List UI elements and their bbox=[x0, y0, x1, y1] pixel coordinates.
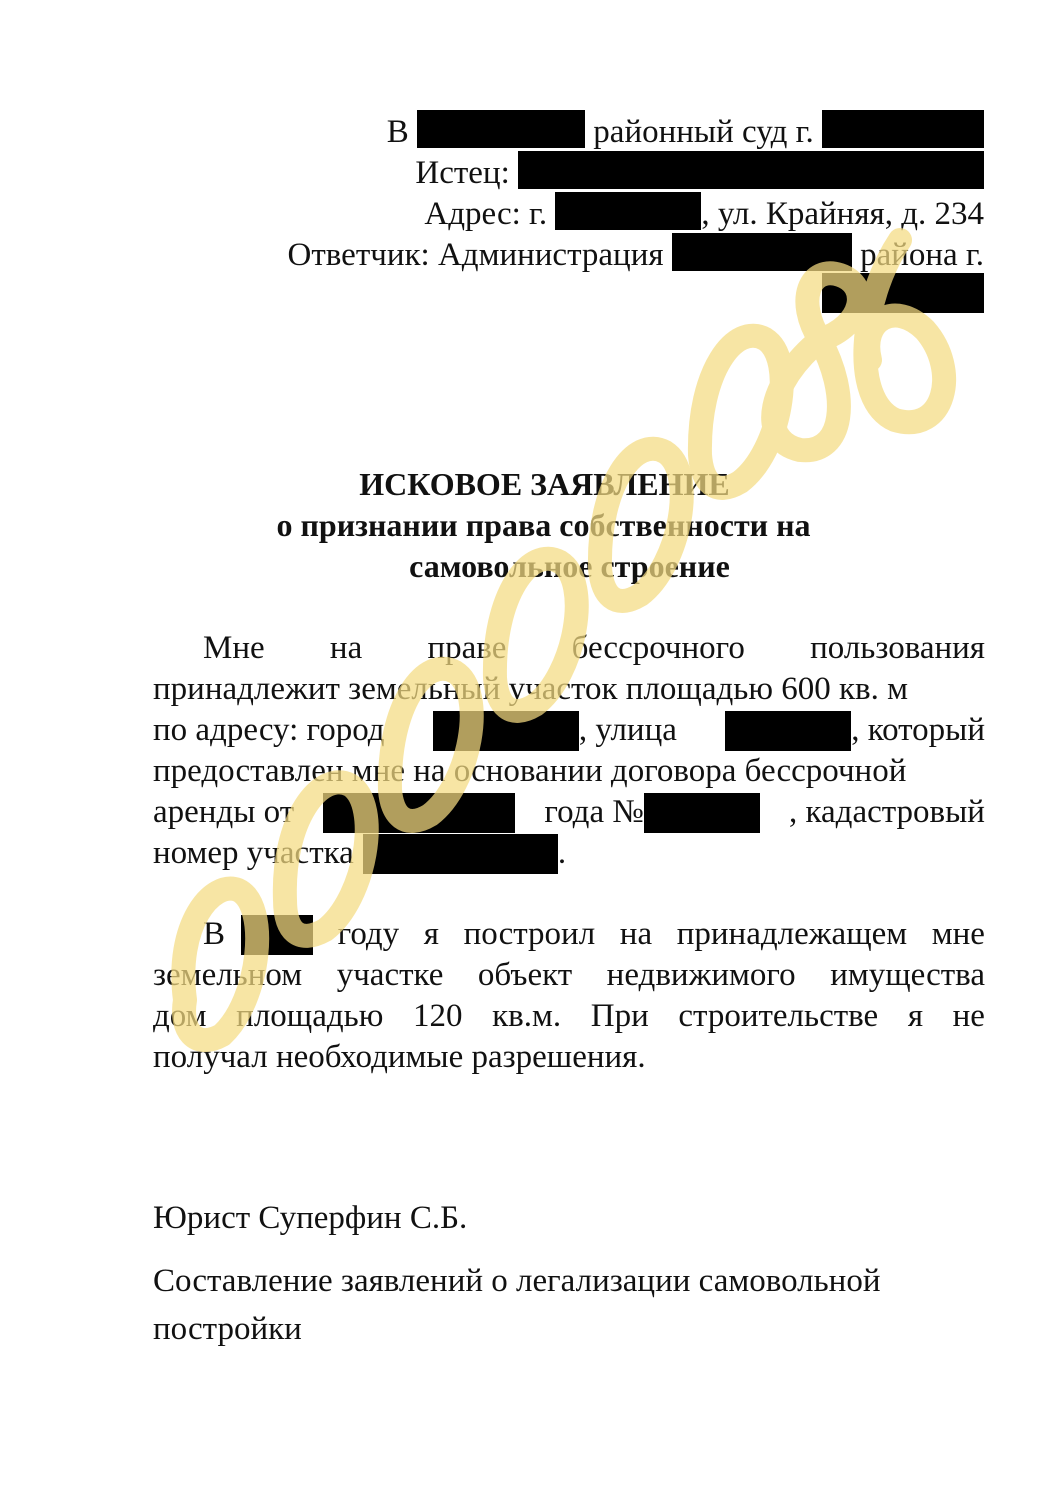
word: на bbox=[329, 630, 363, 666]
word: площадью bbox=[236, 998, 384, 1034]
word: я bbox=[423, 916, 439, 952]
word: 120 bbox=[412, 998, 463, 1034]
word: принадлежащем bbox=[676, 916, 908, 952]
paragraph-line bbox=[153, 914, 985, 955]
signature-name: Юрист Суперфин С.Б. bbox=[153, 1200, 468, 1236]
address-label: Адрес: г. bbox=[424, 196, 548, 232]
line-text: номер участка bbox=[153, 835, 354, 871]
word: имущества bbox=[830, 957, 985, 993]
word: дом bbox=[153, 998, 207, 1034]
word: году bbox=[337, 916, 400, 952]
redaction bbox=[672, 233, 852, 271]
court-prefix: В bbox=[386, 114, 409, 150]
line-text: , улица bbox=[578, 712, 677, 748]
header-defendant-line bbox=[288, 233, 984, 276]
header-plaintiff-line bbox=[415, 151, 984, 194]
redaction bbox=[555, 192, 701, 230]
paragraph-2 bbox=[153, 914, 985, 1078]
redaction bbox=[323, 793, 515, 833]
word: построил bbox=[463, 916, 596, 952]
header-city-line bbox=[822, 273, 984, 318]
line-text: , который bbox=[851, 712, 985, 748]
redaction bbox=[363, 834, 558, 874]
paragraph-line bbox=[153, 1037, 985, 1078]
paragraph-line bbox=[153, 996, 985, 1037]
document-title: ИСКОВОЕ ЗАЯВЛЕНИЕ bbox=[359, 466, 730, 502]
court-text: районный суд г. bbox=[593, 114, 814, 150]
plaintiff-label: Истец: bbox=[415, 155, 510, 191]
paragraph-line bbox=[153, 955, 985, 996]
line-text: . bbox=[557, 835, 567, 871]
signature-description-line1: Составление заявлений о легализации самовольной bbox=[153, 1263, 881, 1299]
redaction bbox=[433, 711, 579, 751]
word: на bbox=[619, 916, 653, 952]
paragraph-line bbox=[153, 628, 985, 669]
line-text: аренды от bbox=[153, 794, 295, 830]
redaction bbox=[725, 711, 851, 751]
redaction bbox=[822, 273, 984, 313]
paragraph-1 bbox=[153, 628, 985, 874]
line-text: получал необходимые разрешения. bbox=[153, 1039, 646, 1075]
word: пользования bbox=[810, 630, 985, 666]
word: В bbox=[203, 916, 226, 952]
word: Мне bbox=[203, 630, 265, 666]
paragraph-line bbox=[153, 751, 985, 792]
paragraph-line bbox=[153, 669, 985, 710]
redaction bbox=[241, 915, 313, 955]
word: мне bbox=[931, 916, 985, 952]
word: бессрочного bbox=[571, 630, 745, 666]
redaction bbox=[518, 151, 984, 189]
line-text: года № bbox=[544, 794, 644, 830]
redaction bbox=[417, 110, 585, 148]
line-text: , кадастровый bbox=[788, 794, 985, 830]
paragraph-line bbox=[153, 792, 985, 833]
signature-description-line2: постройки bbox=[153, 1311, 302, 1347]
defendant-suffix: района г. bbox=[860, 237, 984, 273]
line-text: принадлежит земельный участок площадью 600 кв. м bbox=[153, 671, 908, 707]
word: При bbox=[590, 998, 649, 1034]
document-subtitle-line1: о признании права собственности на bbox=[276, 507, 811, 543]
word: я bbox=[907, 998, 923, 1034]
header-court-line bbox=[387, 110, 984, 153]
paragraph-line bbox=[153, 833, 985, 874]
header-address-line bbox=[424, 192, 984, 235]
word: праве bbox=[427, 630, 507, 666]
document-subtitle-line2: самовольное строение bbox=[409, 548, 730, 584]
word: строительстве bbox=[678, 998, 879, 1034]
line-text: предоставлен мне на основании договора бессрочной bbox=[153, 753, 907, 789]
word: объект bbox=[477, 957, 573, 993]
word: земельном bbox=[153, 957, 303, 993]
line-text: по адресу: город bbox=[153, 712, 385, 748]
word: недвижимого bbox=[606, 957, 796, 993]
redaction bbox=[644, 793, 760, 833]
defendant-text: Ответчик: Администрация bbox=[287, 237, 664, 273]
paragraph-line bbox=[153, 710, 985, 751]
redaction bbox=[822, 110, 984, 148]
address-street: , ул. Крайняя, д. 234 bbox=[701, 196, 984, 232]
word: не bbox=[952, 998, 985, 1034]
word: кв.м. bbox=[492, 998, 562, 1034]
word: участке bbox=[336, 957, 444, 993]
